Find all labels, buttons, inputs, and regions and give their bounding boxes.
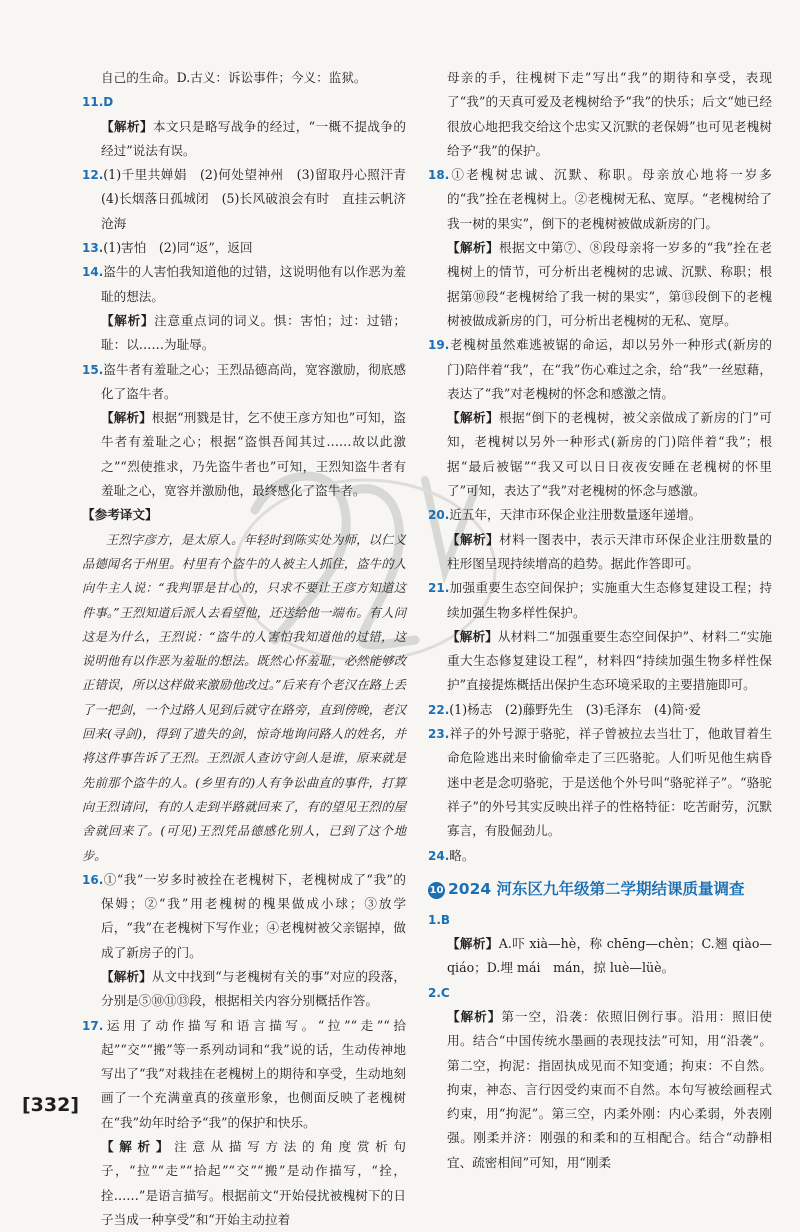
answer: B	[440, 912, 451, 927]
answer: ①“我”一岁多时被拴在老槐树下，老槐树成了“我”的保姆；②“我”用老槐树的槐果做成小球；③放学后，“我”在老槐树下写作业；④老槐树被父亲锯掉，做成了新房子的门。	[101, 871, 406, 960]
question-number: 21.	[428, 581, 450, 596]
analysis-text: 本文只是略写战争的经过，“一概不提战争的经过”说法有误。	[101, 118, 406, 158]
section-heading	[428, 874, 772, 904]
answer: 近五年，天津市环保企业注册数量逐年递增。	[449, 507, 702, 523]
analysis-label: 【解析】	[447, 240, 499, 256]
analysis-text: 材料一图表中，表示天津市环保企业注册数量的柱形图呈现持续增高的趋势。据此作答即可。	[447, 531, 773, 571]
left-column	[82, 66, 419, 1232]
analysis-label: 【解析】	[447, 1008, 502, 1024]
question-number: 23.	[428, 727, 450, 742]
question-number: 15.	[82, 362, 104, 377]
answer: 略。	[449, 847, 475, 863]
analysis-text: 根据“倒下的老槐树，被父亲做成了新房的门”可知，老槐树以另外一种形式(新房的门)陪伴着“我”；根据“最后被锯”“我又可以日日夜夜安睡在老槐树的怀里了”可知，表达了“我”对老槐树的怀念与感激。	[447, 410, 772, 499]
page-number: [332]	[22, 1094, 80, 1116]
analysis-label: 【解析】	[101, 118, 153, 134]
answer: C	[440, 985, 450, 1000]
analysis-text: A.吓 xià—hè，称 chēng—chèn；C.翘 qiào—qiáo；D.埋 mái mán，掠 luè—lüè。	[447, 936, 773, 976]
answer: D	[103, 95, 114, 110]
answer: 盗牛者有羞耻之心；王烈品德高尚，宽容激励，彻底感化了盗牛者。	[101, 361, 406, 401]
analysis-label: 【解析】	[447, 410, 499, 426]
reference-translation-title: 【参考译文】	[82, 507, 158, 523]
answer: (1)害怕 (2)同“返”，返回	[103, 240, 253, 256]
question-number: 22.	[428, 702, 450, 717]
analysis-label: 【解析】	[447, 936, 499, 952]
answer: (1)千里共婵娟 (2)何处望神州 (3)留取丹心照汗青 (4)长烟落日孤城闭 (5)长风破浪会有时 直挂云帆济沧海	[101, 167, 419, 231]
reference-translation: 王烈字彦方，是太原人。年轻时到陈实处为师，以仁义品德闻名于州里。村里有个盗牛的人被主人抓住，盗牛的人向牛主人说：“我判罪是甘心的，只求不要让王彦方知道这件事。”王烈知道后派人去看望他，还送给他一端布。有人问这是为什么，王烈说：“盗牛的人害怕我知道他的过错，这说明他有以作恶为羞耻的想法。既然心怀羞耻，必然能够改正错误，所以这样做来激励他改过。”后来有个老汉在路上丢了一把剑，一个过路人见到后就守在路旁，直到傍晚，老汉回来(寻剑)，得到了遗失的剑，惊奇地询问路人的姓名，并将这件事告诉了王烈。王烈派人查访守剑人是谁，原来就是先前那个盗牛的人。(乡里有的)人有争讼曲直的事件，打算向王烈请问，有的人走到半路就回来了，有的望见王烈的屋舍就回来了。(可见)王烈凭品德感化别人，已到了这个地步。	[82, 532, 406, 863]
answer: 盗牛的人害怕我知道他的过错，这说明他有以作恶为羞耻的想法。	[101, 264, 406, 304]
question-number: 12.	[82, 168, 104, 183]
question-number: 18.	[428, 168, 450, 183]
question-number: 17.	[82, 1018, 104, 1033]
continuation-line: 自己的生命。D.古义：诉讼事件；今义：监狱。	[101, 70, 367, 85]
analysis-label: 【解析】	[101, 410, 152, 426]
analysis-label: 【解析】	[101, 312, 155, 328]
question-number: 16.	[82, 872, 104, 887]
question-number: 1.	[428, 912, 441, 927]
question-number: 2.	[428, 985, 441, 1000]
question-number: 14.	[82, 265, 104, 280]
analysis-label: 【解析】	[447, 628, 498, 644]
answer: 加强重要生态空间保护；实施重大生态修复建设工程；持续加强生物多样性保护。	[447, 580, 772, 620]
right-column	[428, 66, 772, 1175]
answer: (1)杨志 (2)藤野先生 (3)毛泽东 (4)简·爱	[449, 701, 701, 717]
question-number: 11.	[82, 95, 104, 110]
analysis-text: 根据文中第⑦、⑧段母亲将一岁多的“我”拴在老槐树上的情节，可分析出老槐树的忠诚、沉默、称职；根据第⑩段“老槐树给了我一树的果实”，第⑬段倒下的老槐树被做成新房的门，可分析出老槐树的无私、宽厚。	[447, 240, 772, 328]
question-number: 13.	[82, 241, 104, 256]
analysis-text: 第一空，沿袭：依照旧例行事。沿用：照旧使用。结合“中国传统水墨画的表现技法”可知，用“沿袭”。第二空，拘泥：指固执成见而不知变通；拘束：不自然。拘束，神态、言行因受约束而不自然。本句写被绘画程式约束，用“拘泥”。第三空，内柔外刚：内心柔弱，外表刚强。刚柔并济：刚强的和柔和的互相配合。结合“动静相宜、疏密相间”可知，用“刚柔	[447, 1008, 773, 1170]
analysis-label: 【解析】	[101, 1139, 175, 1155]
question-number: 20.	[428, 508, 450, 523]
analysis-label: 【解析】	[447, 531, 500, 547]
answer: 老槐树虽然难逃被锯的命运，却以另外一种形式(新房的门)陪伴着“我”，在“我”伤心难过之余，给“我”一丝慰藉，表达了“我”对老槐树的怀念和感激之情。	[447, 337, 772, 401]
answer: ①老槐树忠诚、沉默、称职。母亲放心地将一岁多的“我”拴在老槐树上。②老槐树无私、宽厚。“老槐树给了我一树的果实”，倒下的老槐树被做成新房的门。	[447, 167, 772, 231]
answer: 运用了动作描写和语言描写。“拉”“走”“拾起”“交”“搬”等一系列动词和“我”说的话，生动传神地写出了“我”对栽挂在老槐树上的期待和享受，生动地刻画了一个充满童真的孩童形象，也侧面反映了老槐树在“我”幼年时给予“我”的保护和快乐。	[101, 1017, 406, 1130]
analysis-text: 注意从描写方法的角度赏析句子，“拉”“走”“拾起”“交”“搬”是动作描写，“拴，拴……”是语言描写。根据前文“开始侵扰被槐树下的日子当成一种享受”和“开始主动拉着	[101, 1139, 407, 1227]
continuation-line: 母亲的手，往槐树下走”写出“我”的期待和享受，表现了“我”的天真可爱及老槐树给予“我”的快乐；后文“她已经很放心地把我交给这个忠实又沉默的老保姆”也可见老槐树给予“我”的保护。	[447, 70, 772, 158]
question-number: 19.	[428, 338, 450, 353]
analysis-text: 从文中找到“与老槐树有关的事”对应的段落，分别是⑤⑩⑪⑬段，根据相关内容分别概括作答。	[101, 968, 406, 1009]
section-number-badge: 10	[428, 882, 445, 899]
question-number: 24.	[428, 848, 450, 863]
analysis-text: 注意重点词的词义。惧：害怕；过：过错；耻：以……为耻辱。	[101, 312, 407, 353]
analysis-label: 【解析】	[101, 968, 152, 984]
analysis-text: 从材料二“加强重要生态空间保护”、材料二“实施重大生态修复建设工程”，材料四“持续加强生物多样性保护”直接提炼概括出保护生态环境采取的主要措施即可。	[447, 628, 772, 693]
answer: 祥子的外号源于骆驼，祥子曾被拉去当壮丁，他敢冒着生命危险逃出来时偷偷牵走了三匹骆驼。人们听见他生病昏迷中老是念叨骆驼，于是送他个外号叫“骆驼祥子”。“骆驼祥子”的外号其实反映出祥子的性格特征：吃苦耐劳，沉默寡言，有股倔劲儿。	[447, 726, 772, 839]
analysis-text: 根据“刑戮是甘，乞不使王彦方知也”可知，盗牛者有羞耻之心；根据“盗惧吾闻其过……故以此激之”“烈使推求，乃先盗牛者也”可知，王烈知盗牛者有羞耻之心，宽容并激励他，最终感化了盗牛者。	[101, 410, 406, 499]
section-title: 2024 河东区九年级第二学期结课质量调查	[448, 879, 745, 898]
